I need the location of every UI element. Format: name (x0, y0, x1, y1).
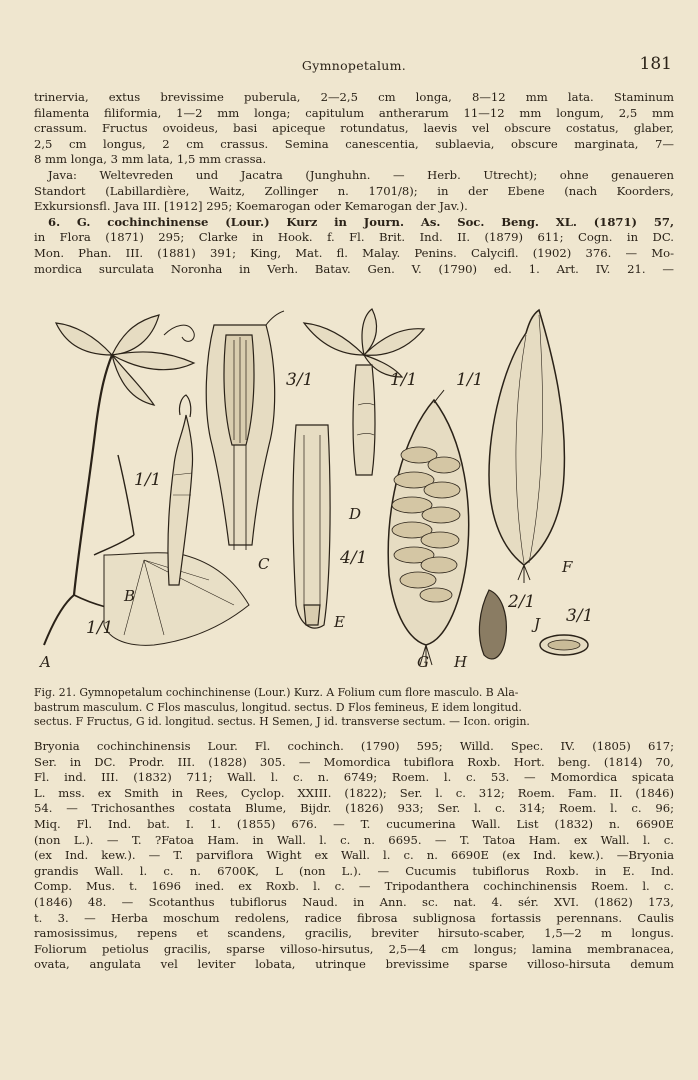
page-number: 181 (639, 54, 672, 74)
text-line: L. mss. ex Smith in Rees, Cyclop. XXIII. (1822); Ser. l. c. 312; Roem. Fam. II. (1846) (34, 785, 674, 800)
text-line: in Flora (1871) 295; Clarke in Hook. f. Fl. Brit. Ind. II. (1879) 611; Cogn. in DC. (34, 230, 674, 245)
text-line: Ser. in DC. Prodr. III. (1828) 305. — Momordica tubiflora Roxb. Hort. beng. (1814) 70, (34, 754, 674, 769)
running-header (34, 52, 674, 78)
text-line: 8 mm longa, 3 mm lata, 1,5 mm crassa. (34, 152, 267, 167)
label-g: G (417, 653, 429, 671)
figure-f-fruit (489, 310, 564, 583)
text-line: Exkursionsfl. Java III. [1912] 295; Koemarogan oder Kemarogan der Jav.). (34, 199, 468, 214)
label-a: A (40, 653, 51, 671)
text-line: t. 3. — Herba moschum redolens, radice fibrosa sublignosa fortassis perennans. Caulis (34, 910, 674, 925)
text-line: grandis Wall. l. c. n. 6700K, L (non L.). — Cucumis tubiflorus Roxb. in E. Ind. (34, 863, 674, 878)
top-paragraphs (34, 90, 674, 277)
text-line: Java: Weltevreden und Jacatra (Junghuhn. — Herb. Utrecht); ohne genaueren (48, 167, 674, 182)
figure-g-fruit-section (388, 390, 468, 667)
scale-e: 4/1 (340, 548, 368, 568)
caption-line: sectus. F Fructus, G id. longitud. sectus. H Semen, J id. transverse sectum. — Icon. origin. (34, 715, 530, 728)
text-line: Foliorum petiolus gracilis, sparse villoso-hirsutus, 2,5—4 cm longus; lamina membranacea, (34, 941, 674, 956)
text-line: Bryonia cochinchinensis Lour. Fl. cochinch. (1790) 595; Willd. Spec. IV. (1805) 617; (34, 739, 674, 753)
figure-c-flower-section (206, 311, 284, 550)
scale-c: 3/1 (286, 370, 314, 390)
label-j: J (534, 615, 541, 633)
text-line: Fl. ind. III. (1832) 711; Wall. l. c. n. 6749; Roem. l. c. 53. — Momordica spicata (34, 770, 674, 785)
figure-caption (34, 686, 674, 730)
text-line: Comp. Mus. t. 1696 ined. ex Roxb. l. c. — Tripodanthera cochinchinensis Roem. l. c. (34, 879, 674, 894)
text-line: (non L.). — T. ?Fatoa Ham. in Wall. l. c. n. 6695. — T. Tatoa Ham. ex Wall. l. c. (34, 832, 674, 847)
text-line: (1846) 48. — Scotanthus tubiflorus Naud. in Ann. sc. nat. 4. sér. XVI. (1862) 173, (34, 894, 674, 909)
figure-j-seed-section (540, 635, 588, 655)
text-line: mordica surculata Noronha in Verh. Batav. Gen. V. (1790) ed. 1. Art. IV. 21. — (34, 261, 674, 276)
scale-a: 1/1 (86, 618, 114, 638)
text-line: filamenta filiformia, 1—2 mm longa; capitulum antherarum 11—12 mm longum, 2,5 mm (34, 105, 674, 120)
species-heading: 6. G. cochinchinense (Lour.) Kurz in Journ. As. Soc. Beng. XL. (1871) 57, (48, 214, 674, 229)
figure-h-seed (479, 590, 506, 659)
text-line: 2,5 cm longus, 2 cm crassus. Semina canescentia, sublaevia, obscure marginata, 7— (34, 136, 674, 151)
text-line: 54. — Trichosanthes costata Blume, Bijdr. (1826) 933; Ser. l. c. 314; Roem. l. c. 96; (34, 801, 674, 816)
text-line: trinervia, extus brevissime puberula, 2—2,5 cm longa, 8—12 mm lata. Staminum (34, 90, 674, 104)
text-line: ramosissimus, repens et scandens, gracilis, breviter hirsuto-scaber, 1,5—2 m longus. (34, 926, 674, 941)
text-line: Mon. Phan. III. (1881) 391; King, Mat. fl. Malay. Penins. Calycifl. (1902) 376. — Mo- (34, 245, 674, 260)
text-line: Miq. Fl. Ind. bat. I. 1. (1855) 676. — T. cucumerina Wall. List (1832) n. 6690E (34, 816, 674, 831)
label-f: F (562, 558, 573, 576)
scale-h: 2/1 (508, 592, 536, 612)
text-line: crassum. Fructus ovoideus, basi apiceque rotundatus, laevis vel obscure costatus, glaber, (34, 121, 674, 136)
botanical-figure (34, 305, 674, 675)
scale-j: 3/1 (566, 606, 594, 626)
scale-d: 1/1 (390, 370, 418, 390)
caption-line: bastrum masculum. C Flos masculus, longitud. sectus. D Flos femineus, E idem longitud. (34, 700, 522, 714)
running-title: Gymnopetalum. (301, 58, 407, 73)
label-h: H (454, 653, 468, 671)
text-line: Standort (Labillardière, Waitz, Zollinger n. 1701/8); in der Ebene (nach Koorders, (34, 183, 674, 198)
label-d: D (349, 505, 362, 523)
figure-drawing (34, 305, 674, 675)
text-line: ovata, angulata vel leviter lobata, utrinque brevissime sparse villoso-hirsuta demum (34, 957, 674, 972)
label-e: E (334, 613, 345, 631)
text-line: (ex Ind. kew.). — T. parviflora Wight ex Wall. l. c. n. 6690E (ex Ind. kew.). —Bryonia (34, 848, 674, 863)
bottom-paragraphs (34, 739, 674, 973)
label-c: C (258, 555, 270, 573)
scale-b: 1/1 (134, 470, 162, 490)
figure-e-female-section (293, 425, 330, 628)
caption-line: Fig. 21. Gymnopetalum cochinchinense (Lour.) Kurz. A Folium cum flore masculo. B Ala- (34, 686, 519, 699)
label-b: B (124, 587, 136, 605)
scale-g: 1/1 (456, 370, 484, 390)
